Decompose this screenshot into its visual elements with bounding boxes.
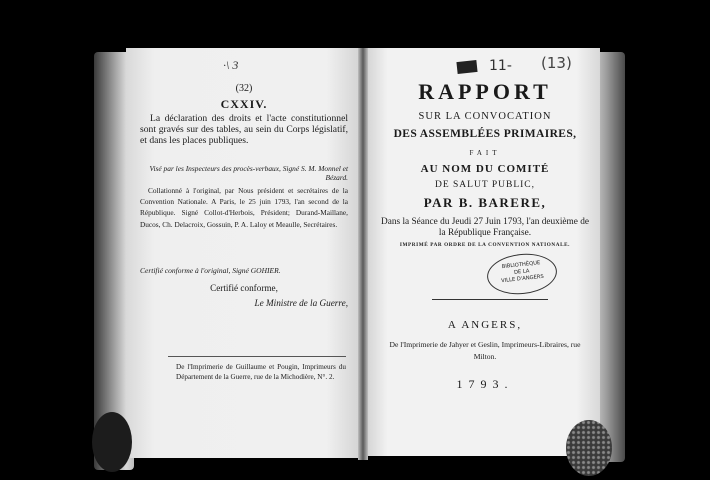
subtitle-salut: DE SALUT PUBLIC, xyxy=(434,180,535,190)
subtitle-assemblees: DES ASSEMBLÉES PRIMAIRES, xyxy=(393,128,577,140)
certifie-original: Certifié conforme à l'original, Signé GOHIER. xyxy=(140,266,281,275)
printer-line: De l'Imprimerie de Jahyer et Geslin, Imprimeurs-Libraires, rue Milton. xyxy=(389,340,581,361)
book-gutter xyxy=(358,48,368,460)
divider-rule xyxy=(168,356,346,357)
shelf-mark: 11- xyxy=(489,58,512,74)
imprime-line: IMPRIMÉ PAR ORDRE DE LA CONVENTION NATIONALE. xyxy=(399,242,571,248)
ministre-signature: Le Ministre de la Guerre, xyxy=(254,298,348,308)
collationne-text: Collationné à l'original, par Nous président et secrétaires de la Convention Nationale. A Paris, le 25 juin 1793, l'an second de la République. Signé Collot-d'Herbois, Président; Durand-Maillane, Ducos, Ch. Delacroix, Gossuin, P. A. Laloy et Meaulle, Secrétaires. xyxy=(140,186,348,229)
vise-text: Visé par les Inspecteurs des procès-verbaux, Signé S. M. Monnel et Bézard. xyxy=(149,164,348,182)
subtitle-fait: FAIT xyxy=(469,149,501,157)
divider-rule-right xyxy=(432,299,548,300)
pencil-note: ·\ 3 xyxy=(223,58,239,72)
seance-text: Dans la Séance du Jeudi 27 Juin 1793, l'an deuxième de la République Française. xyxy=(381,217,589,238)
imprimerie-text: De l'Imprimerie de Guillaume et Pougin, Imprimeurs du Département de la Guerre, rue de la Michodière, N°. 2. xyxy=(176,363,346,382)
stamp-line-1: BIBLIOTHÈQUE xyxy=(501,260,541,271)
subtitle-nom: AU NOM DU COMITÉ xyxy=(420,163,550,175)
thumb-left xyxy=(92,412,132,472)
year-line: 1793. xyxy=(456,377,514,391)
folio-note: (13) xyxy=(541,54,572,72)
certifie-conforme: Certifié conforme, xyxy=(210,283,278,293)
stamp-line-2: DE LA xyxy=(513,268,530,276)
author-line: PAR B. BARERE, xyxy=(423,195,547,210)
declaration-text: La déclaration des droits et l'acte constitutionnel sont gravés sur des tables, au sein du Corps législatif, et dans les places publiques. xyxy=(140,113,348,146)
finger-right xyxy=(566,420,612,476)
place-line: A ANGERS, xyxy=(447,319,523,331)
subtitle-sur: SUR LA CONVOCATION xyxy=(418,111,552,122)
right-page xyxy=(364,48,600,456)
page-number: (32) xyxy=(235,83,253,94)
section-title: CXXIV. xyxy=(220,97,268,111)
stamp-line-3: VILLE D'ANGERS xyxy=(500,273,545,285)
document-title: RAPPORT xyxy=(418,79,552,104)
ink-stamp xyxy=(456,60,477,74)
